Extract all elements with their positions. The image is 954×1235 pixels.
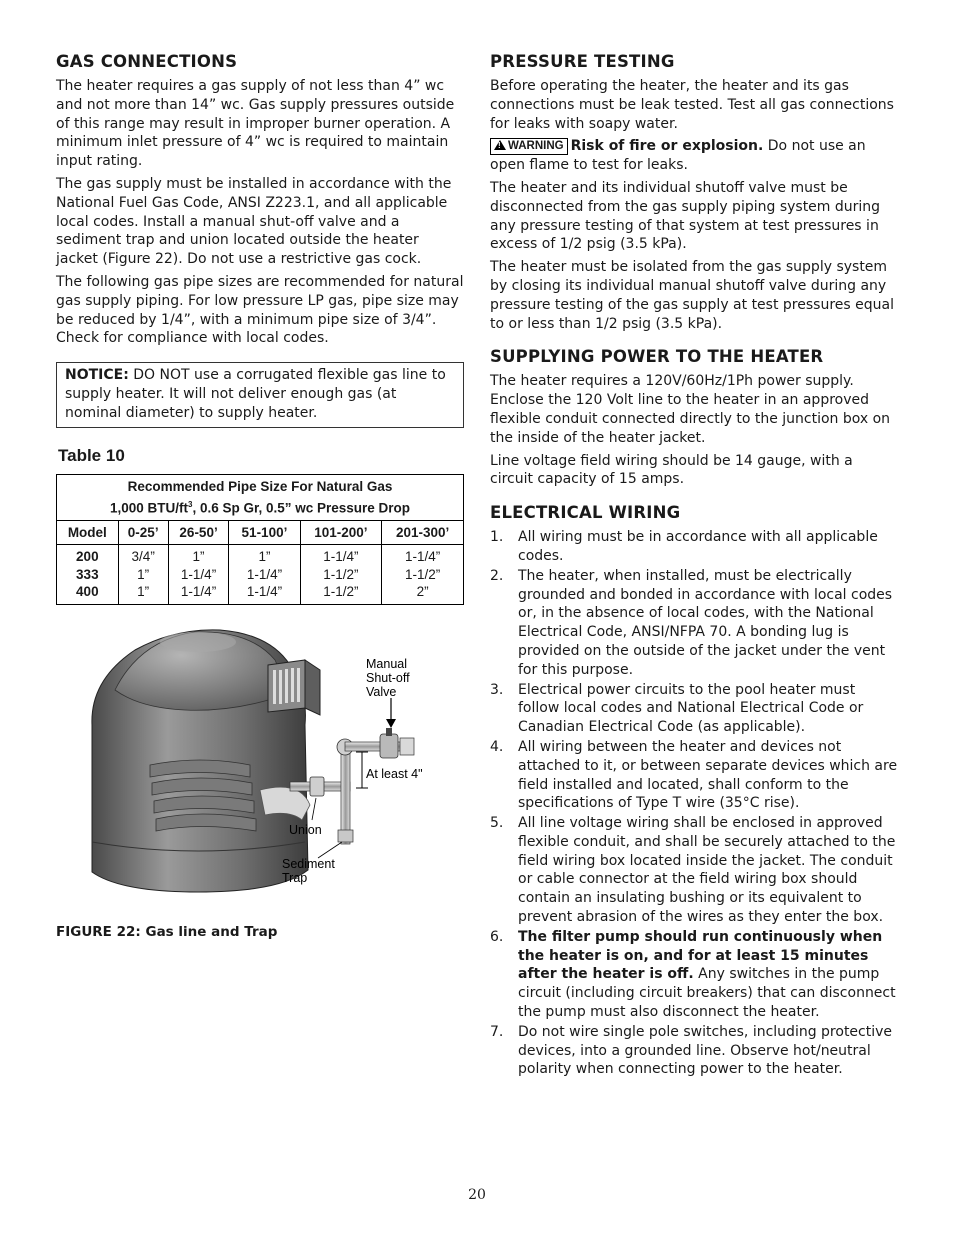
list-item xyxy=(490,814,900,927)
list-item xyxy=(490,1023,900,1079)
vent-box xyxy=(268,660,320,715)
table-cell: 1” xyxy=(192,549,205,565)
list-number: 3. xyxy=(490,681,504,698)
label-valve: Valve xyxy=(366,685,397,699)
table-caption xyxy=(57,474,464,521)
list-item xyxy=(490,567,900,680)
table-cell-col1 xyxy=(118,545,168,605)
list-number: 4. xyxy=(490,738,504,755)
warning-bold: Risk of fire or explosion. xyxy=(570,138,764,155)
list-number: 7. xyxy=(490,1023,504,1040)
table-title: Table 10 xyxy=(58,445,125,465)
list-number: 1. xyxy=(490,529,504,546)
label-trap: Trap xyxy=(282,871,308,885)
table-caption-sup: 3 xyxy=(187,499,193,509)
list-text: All wiring must be in accordance with all applicable codes. xyxy=(518,529,878,564)
table-cell: 200 xyxy=(76,549,99,565)
electrical-wiring-section xyxy=(490,503,900,1079)
table-cell-col2 xyxy=(168,545,229,605)
list-text: All line voltage wiring shall be enclosed in approved flexible conduit, and shall be securely attached to the field wiring box located inside the jacket. The conduit or cable connector at the field wiring box should contain an insulating bushing or its equivalent to prevent abrasion of the wires as they enter the box. xyxy=(518,815,896,926)
table-cell-models xyxy=(57,545,119,605)
right-column xyxy=(490,52,900,1080)
list-number: 2. xyxy=(490,567,504,584)
col-header-0-25: 0-25’ xyxy=(118,521,168,545)
list-text-bold: The filter pump should run continuously when the heater is on, and for at least 15 minutes after the heater is off. xyxy=(518,928,883,983)
electrical-wiring-heading: ELECTRICAL WIRING xyxy=(490,503,681,523)
table-cell: 400 xyxy=(76,584,99,600)
supplying-power-heading: SUPPLYING POWER TO THE HEATER xyxy=(490,347,824,367)
list-text: Do not wire single pole switches, including protective devices, into a grounded line. Observe hot/neutral polarity when connecting power to the heater. xyxy=(518,1023,893,1078)
table-row xyxy=(57,545,464,605)
list-text: Electrical power circuits to the pool heater must follow local codes and National Electrical Code or Canadian Electrical Code (as applicable). xyxy=(518,681,864,736)
pipe-size-table xyxy=(56,474,464,605)
gas-connections-heading: GAS CONNECTIONS xyxy=(56,52,238,71)
col-header-51-100: 51-100’ xyxy=(229,521,300,545)
list-item xyxy=(490,681,900,737)
table-cell: 1-1/2” xyxy=(323,584,359,600)
list-text: Any switches in the pump circuit (including circuit breakers) that can disconnect the pump must also disconnect the heater. xyxy=(518,966,896,1021)
list-text: All wiring between the heater and devices not attached to it, or between separate devices which are field installed and located, shall conform to the specifications of Type T wire (35°C rise). xyxy=(518,738,898,812)
left-column xyxy=(56,52,464,605)
list-number: 5. xyxy=(490,815,504,832)
union-fitting xyxy=(310,777,324,796)
table-cell: 1-1/4” xyxy=(323,549,359,565)
wiring-list xyxy=(490,528,900,1079)
table-cell: 1-1/4” xyxy=(180,584,217,600)
gas-line-trap-figure xyxy=(80,620,460,895)
pressure-testing-p1: Before operating the heater, the heater and its gas connections must be leak tested. Test all gas connections for leaks with soapy water. xyxy=(490,78,894,132)
warning-paragraph xyxy=(490,137,900,175)
list-item xyxy=(490,738,900,813)
supplying-power-p2: Line voltage field wiring should be 14 gauge, with a circuit capacity of 15 amps. xyxy=(490,452,853,488)
label-manual: Manual xyxy=(366,657,407,671)
label-union: Union xyxy=(289,823,322,837)
gas-connections-p1: The heater requires a gas supply of not less than 4” wc and not more than 14” wc. Gas supply pressures outside of this range may result in improper burner operation. A minimum inlet pressure of 4” wc is required to maintain input rating. xyxy=(56,78,455,170)
table-cell: 2” xyxy=(416,584,429,600)
gas-connections-p3: The following gas pipe sizes are recommended for natural gas supply piping. For low pressure LP gas, pipe size may be reduced by 1/4”, with a minimum pipe size of 3/4”. Check for compliance with local codes. xyxy=(56,273,464,347)
table-cell-col3 xyxy=(229,545,300,605)
table-cell: 1-1/4” xyxy=(246,566,283,582)
table-cell: 1-1/4” xyxy=(404,549,441,565)
notice-body: DO NOT use a corrugated flexible gas line to supply heater. It will not deliver enough gas (at nominal diameter) to supply heater. xyxy=(65,367,446,421)
table-caption-line1: Recommended Pipe Size For Natural Gas xyxy=(127,478,393,494)
shutoff-valve xyxy=(380,734,398,758)
table-cell: 1-1/2” xyxy=(404,566,441,582)
col-header-model: Model xyxy=(57,521,119,545)
table-cell: 333 xyxy=(76,566,99,582)
pressure-testing-heading: PRESSURE TESTING xyxy=(490,52,675,71)
list-item xyxy=(490,528,900,566)
table-cell: 1-1/2” xyxy=(323,566,359,582)
table-caption-line2a: 1,000 BTU/ft xyxy=(109,500,188,516)
table-cell: 1-1/4” xyxy=(246,584,283,600)
page-number: 20 xyxy=(468,1187,486,1203)
notice-label: NOTICE: xyxy=(65,367,129,384)
pressure-testing-p3: The heater must be isolated from the gas supply system by closing its individual manual shutoff valve during any pressure testing of the gas supply at test pressures equal to or less than 1/2 psig (3.5 kPa). xyxy=(490,259,894,332)
pressure-testing-p2: The heater and its individual shutoff valve must be disconnected from the gas supply piping system during any pressure testing of that system at test pressures in excess of 1/2 psig (3.5 kPa). xyxy=(490,179,881,253)
list-item xyxy=(490,928,900,1022)
notice-text xyxy=(65,366,455,422)
list-number: 6. xyxy=(490,928,504,945)
label-shutoff: Shut-off xyxy=(366,671,410,685)
table-caption-line2b: , 0.6 Sp Gr, 0.5” wc Pressure Drop xyxy=(192,500,411,516)
warning-badge-label: WARNING xyxy=(508,140,564,153)
label-sediment: Sediment xyxy=(282,857,335,871)
warning-badge xyxy=(490,138,568,155)
gas-connections-p2: The gas supply must be installed in accordance with the National Fuel Gas Code, ANSI Z223.1, and all applicable local codes. Install a manual shut-off valve and a sediment trap and union located outside the heater jacket (Figure 22). Do not use a restrictive gas cock. xyxy=(56,175,452,268)
list-text: The heater, when installed, must be electrically grounded and bonded in accordance with local codes or, in the absence of local codes, with the National Electrical Code, ANSI/NFPA 70. A bonding lug is provided on the outside of the jacket under the vent for this purpose. xyxy=(518,567,893,678)
table-cell: 1” xyxy=(137,566,150,582)
table-cell: 1” xyxy=(258,549,271,565)
notice-box xyxy=(56,362,464,427)
supplying-power-section xyxy=(490,347,900,489)
warning-text: Do not use an open flame to test for leaks. xyxy=(490,138,866,174)
warning-triangle-icon: ! xyxy=(494,140,506,150)
table-cell-col4 xyxy=(300,545,382,605)
col-header-26-50: 26-50’ xyxy=(168,521,229,545)
figure-caption: FIGURE 22: Gas line and Trap xyxy=(56,924,278,940)
table-cell: 1-1/4” xyxy=(180,566,217,582)
table-cell: 1” xyxy=(137,584,150,600)
label-at-least: At least 4" xyxy=(366,767,423,781)
supplying-power-p1: The heater requires a 120V/60Hz/1Ph power supply. Enclose the 120 Volt line to the heater in an approved flexible conduit connected directly to the junction box on the inside of the heater jacket. xyxy=(490,373,891,446)
col-header-101-200: 101-200’ xyxy=(300,521,382,545)
table-cell: 3/4” xyxy=(131,549,155,565)
col-header-201-300: 201-300’ xyxy=(382,521,464,545)
table-cell-col5 xyxy=(382,545,464,605)
